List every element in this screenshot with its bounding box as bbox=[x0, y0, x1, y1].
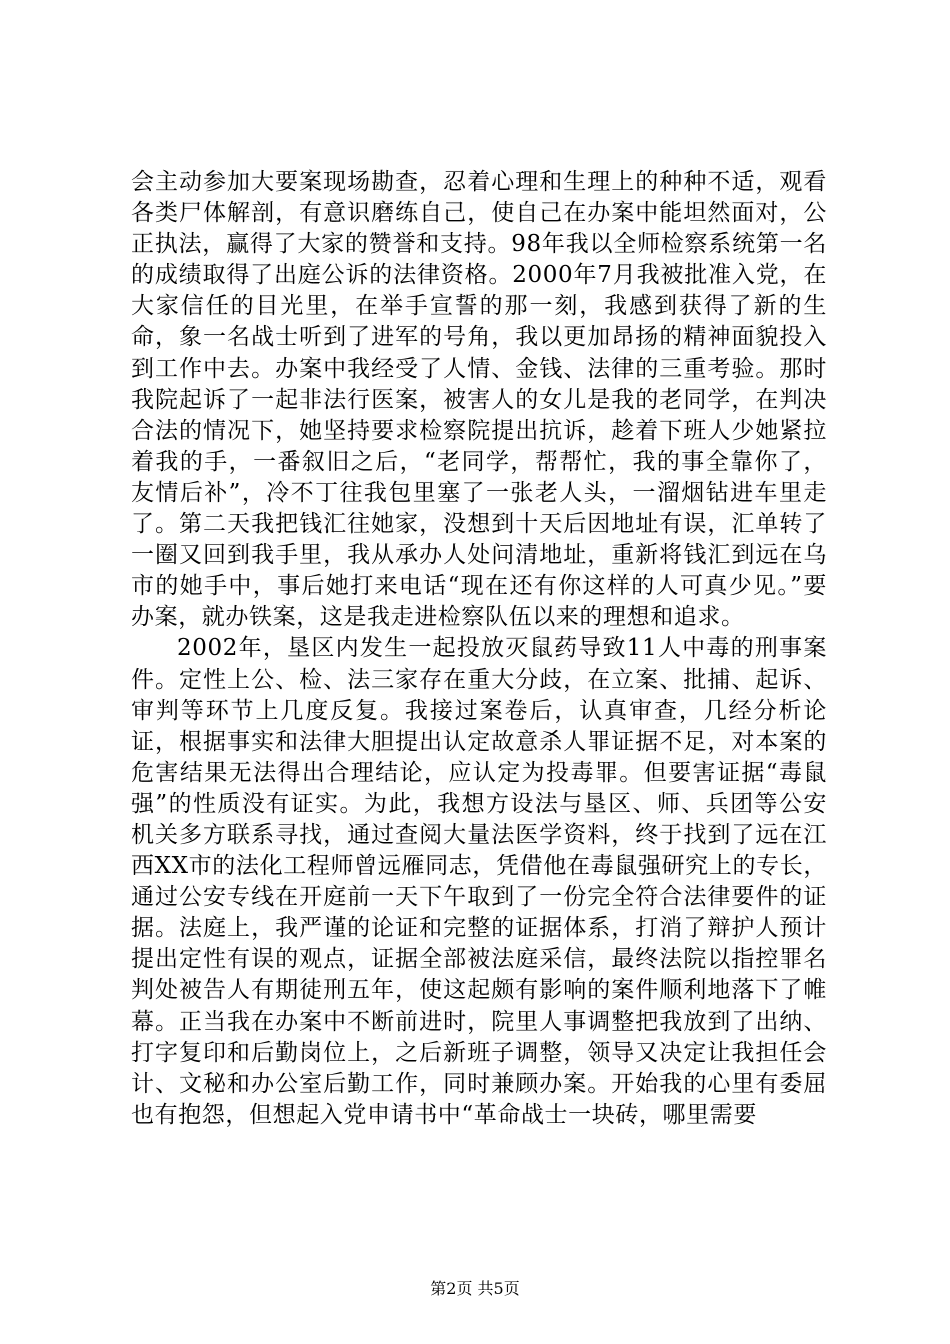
paragraph-1: 会主动参加大要案现场勘查，忍着心理和生理上的种种不适，观看各类尸体解剖，有意识磨练自己，使自己在办案中能坦然面对，公正执法，赢得了大家的赞誉和支持。98年我以全师检察系统第一名的成绩取得了出庭公诉的法律资格。2000年7月我被批准入党，在大家信任的目光里，在举手宣誓的那一刻，我感到获得了新的生命，象一名战士听到了进军的号角，我以更加昂扬的精神面貌投入到工作中去。办案中我经受了人情、金钱、法律的三重考验。那时我院起诉了一起非法行医案，被害人的女儿是我的老同学，在判决合法的情况下，她坚持要求检察院提出抗诉，趁着下班人少她紧拉着我的手，一番叙旧之后，“老同学，帮帮忙，我的事全靠你了，友情后补”，冷不丁往我包里塞了一张老人头，一溜烟钻进车里走了。第二天我把钱汇往她家，没想到十天后因地址有误，汇单转了一圈又回到我手里，我从承办人处问清地址，重新将钱汇到远在乌市的她手中，事后她打来电话“现在还有你这样的人可真少见。”要办案，就办铁案，这是我走进检察队伍以来的理想和追求。 bbox=[131, 169, 827, 631]
page-footer: 第2页 共5页 bbox=[430, 1279, 520, 1298]
paragraph-2: 2002年，垦区内发生一起投放灭鼠药导致11人中毒的刑事案件。定性上公、检、法三家存在重大分歧，在立案、批捕、起诉、审判等环节上几度反复。我接过案卷后，认真审查，几经分析论证，根据事实和法律大胆提出认定故意杀人罪证据不足，对本案的危害结果无法得出合理结论，应认定为投毒罪。但要害证据“毒鼠强”的性质没有证实。为此，我想方设法与垦区、师、兵团等公安机关多方联系寻找，通过查阅大量法医学资料，终于找到了远在江西XX市的法化工程师曾远雁同志，凭借他在毒鼠强研究上的专长，通过公安专线在开庭前一天下午取到了一份完全符合法律要件的证据。法庭上，我严谨的论证和完整的证据体系，打消了辩护人预计提出定性有误的观点，证据全部被法庭采信，最终法院以指控罪名判处被告人有期徒刑五年，使这起颇有影响的案件顺利地落下了帷幕。正当我在办案中不断前进时，院里人事调整把我放到了出纳、打字复印和后勤岗位上，之后新班子调整，领导又决定让我担任会计、文秘和办公室后勤工作，同时兼顾办案。开始我的心里有委屈也有抱怨，但想起入党申请书中“革命战士一块砖，哪里需要 bbox=[131, 635, 827, 1128]
document-body bbox=[131, 167, 827, 1131]
